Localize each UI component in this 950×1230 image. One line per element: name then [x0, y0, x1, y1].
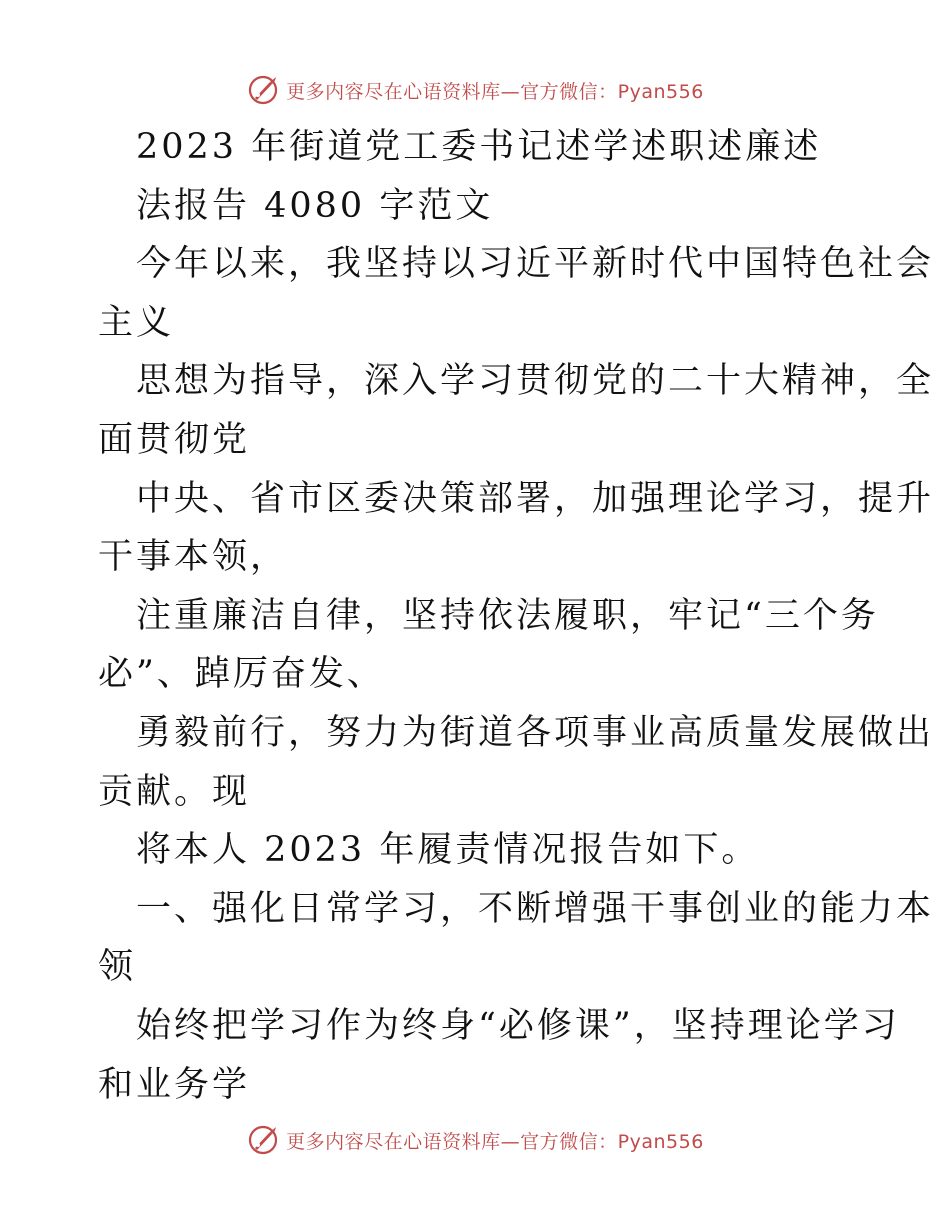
- text-line: 必”、踔厉奋发、: [98, 654, 385, 695]
- text-line: 一、强化日常学习，不断增强干事创业的能力本: [136, 888, 935, 929]
- text-line: 勇毅前行，努力为街道各项事业高质量发展做出: [136, 712, 935, 753]
- document-body: [98, 118, 935, 1114]
- text-line: 领: [98, 947, 137, 988]
- text-line: 贡献。现: [98, 771, 251, 812]
- quill-logo-icon: [246, 1123, 280, 1157]
- header-watermark-text: 更多内容尽在心语资料库—官方微信：Pyan556: [286, 80, 704, 103]
- header-watermark: [0, 70, 950, 110]
- text-line: 将本人 2023 年履责情况报告如下。: [136, 830, 760, 871]
- text-line: 中央、省市区委决策部署，加强理论学习，提升: [136, 478, 935, 519]
- text-line: 和业务学: [98, 1064, 251, 1105]
- text-line: 今年以来，我坚持以习近平新时代中国特色社会: [136, 244, 935, 285]
- text-line: 法报告 4080 字范文: [136, 185, 494, 226]
- quill-logo-icon: [246, 73, 280, 107]
- text-line: 2023 年街道党工委书记述学述职述廉述: [136, 127, 822, 167]
- footer-watermark: [0, 1120, 950, 1160]
- text-line: 干事本领，: [98, 537, 289, 578]
- text-line: 面贯彻党: [98, 419, 251, 460]
- text-line: 始终把学习作为终身“必修课”，坚持理论学习: [136, 1005, 900, 1046]
- text-line: 思想为指导，深入学习贯彻党的二十大精神，全: [136, 361, 935, 402]
- text-line: 注重廉洁自律，坚持依法履职，牢记“三个务: [136, 595, 879, 636]
- footer-watermark-text: 更多内容尽在心语资料库—官方微信：Pyan556: [286, 1130, 704, 1153]
- text-line: 主义: [98, 302, 175, 343]
